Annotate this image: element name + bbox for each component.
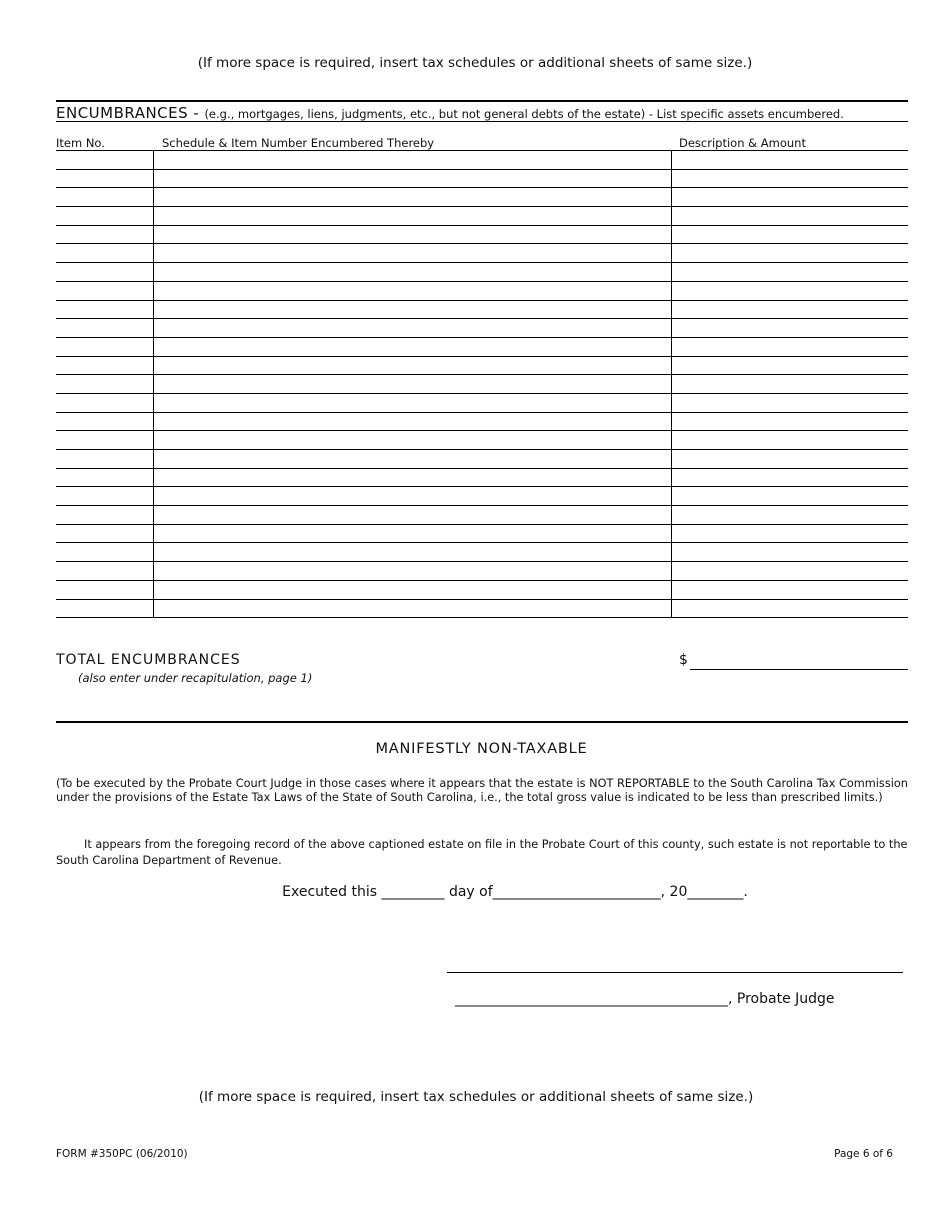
table-row: [56, 431, 908, 450]
total-encumbrances-label: TOTAL ENCUMBRANCES: [56, 652, 241, 668]
schedule-cell[interactable]: [154, 468, 672, 487]
schedule-cell[interactable]: [154, 506, 672, 525]
schedule-cell[interactable]: [154, 300, 672, 319]
table-row: [56, 356, 908, 375]
form-number: FORM #350PC (06/2010): [56, 1148, 188, 1160]
schedule-cell[interactable]: [154, 169, 672, 188]
description-cell[interactable]: [672, 319, 909, 338]
column-header-description: Description & Amount: [679, 136, 806, 150]
encumbrances-title: ENCUMBRANCES -: [56, 104, 200, 122]
instruction-paragraph: (To be executed by the Probate Court Judge in those cases where it appears that the estate is NOT REPORTABLE to the South Carolina Tax Commission under the provisions of the Estate Tax Laws of the State of South Carolina, i.e., the total gross value is indicated to be less than prescribed limits.): [56, 777, 908, 804]
item-no-cell[interactable]: [56, 281, 154, 300]
schedule-cell[interactable]: [154, 337, 672, 356]
executed-date-line[interactable]: Executed this _________ day of________________________, 20________.: [282, 884, 748, 900]
description-cell[interactable]: [672, 337, 909, 356]
section-divider: [56, 100, 908, 102]
schedule-cell[interactable]: [154, 319, 672, 338]
table-row: [56, 300, 908, 319]
schedule-cell[interactable]: [154, 151, 672, 170]
dollar-sign: $: [679, 652, 688, 668]
description-cell[interactable]: [672, 412, 909, 431]
table-row: [56, 169, 908, 188]
table-row: [56, 375, 908, 394]
table-row: [56, 319, 908, 338]
table-row: [56, 450, 908, 469]
total-encumbrances-field[interactable]: [690, 669, 908, 670]
column-header-schedule: Schedule & Item Number Encumbered Thereby: [162, 136, 435, 150]
table-row: [56, 599, 908, 618]
table-row: [56, 468, 908, 487]
description-cell[interactable]: [672, 169, 909, 188]
description-cell[interactable]: [672, 393, 909, 412]
schedule-cell[interactable]: [154, 188, 672, 207]
table-row: [56, 244, 908, 263]
table-row: [56, 487, 908, 506]
table-row: [56, 263, 908, 282]
schedule-cell[interactable]: [154, 207, 672, 226]
item-no-cell[interactable]: [56, 562, 154, 581]
item-no-cell[interactable]: [56, 188, 154, 207]
description-cell[interactable]: [672, 188, 909, 207]
schedule-cell[interactable]: [154, 244, 672, 263]
table-row: [56, 337, 908, 356]
description-cell[interactable]: [672, 524, 909, 543]
description-cell[interactable]: [672, 300, 909, 319]
description-cell[interactable]: [672, 207, 909, 226]
schedule-cell[interactable]: [154, 487, 672, 506]
item-no-cell[interactable]: [56, 487, 154, 506]
total-encumbrances-note: (also enter under recapitulation, page 1): [78, 671, 313, 685]
signature-line[interactable]: [447, 972, 903, 973]
table-row: [56, 543, 908, 562]
table-row: [56, 524, 908, 543]
item-no-cell[interactable]: [56, 300, 154, 319]
description-cell[interactable]: [672, 356, 909, 375]
table-row: [56, 188, 908, 207]
footer-note: (If more space is required, insert tax schedules or additional sheets of same size.): [198, 1089, 754, 1105]
schedule-cell[interactable]: [154, 543, 672, 562]
schedule-cell[interactable]: [154, 450, 672, 469]
item-no-cell[interactable]: [56, 506, 154, 525]
table-row: [56, 151, 908, 170]
schedule-cell[interactable]: [154, 580, 672, 599]
item-no-cell[interactable]: [56, 356, 154, 375]
description-cell[interactable]: [672, 151, 909, 170]
item-no-cell[interactable]: [56, 599, 154, 618]
description-cell[interactable]: [672, 562, 909, 581]
description-cell[interactable]: [672, 543, 909, 562]
table-row: [56, 225, 908, 244]
encumbrances-subtitle: (e.g., mortgages, liens, judgments, etc., but not general debts of the estate) - List specific assets encumbered.: [204, 107, 844, 121]
encumbrances-table: [56, 150, 908, 618]
description-cell[interactable]: [672, 281, 909, 300]
description-cell[interactable]: [672, 431, 909, 450]
schedule-cell[interactable]: [154, 599, 672, 618]
schedule-cell[interactable]: [154, 375, 672, 394]
manifestly-title: MANIFESTLY NON-TAXABLE: [375, 741, 588, 757]
description-cell[interactable]: [672, 599, 909, 618]
schedule-cell[interactable]: [154, 431, 672, 450]
schedule-cell[interactable]: [154, 225, 672, 244]
schedule-cell[interactable]: [154, 393, 672, 412]
item-no-cell[interactable]: [56, 319, 154, 338]
description-cell[interactable]: [672, 450, 909, 469]
item-no-cell[interactable]: [56, 207, 154, 226]
item-no-cell[interactable]: [56, 225, 154, 244]
statement-paragraph: It appears from the foregoing record of the above captioned estate on file in the Probate Court of this county, such estate is not reportable to the South Carolina Department of Revenue.: [56, 838, 908, 867]
section-divider: [56, 721, 908, 723]
schedule-cell[interactable]: [154, 412, 672, 431]
item-no-cell[interactable]: [56, 412, 154, 431]
schedule-cell[interactable]: [154, 281, 672, 300]
schedule-cell[interactable]: [154, 562, 672, 581]
item-no-cell[interactable]: [56, 375, 154, 394]
header-note: (If more space is required, insert tax schedules or additional sheets of same size.): [197, 55, 753, 71]
item-no-cell[interactable]: [56, 543, 154, 562]
description-cell[interactable]: [672, 244, 909, 263]
description-cell[interactable]: [672, 468, 909, 487]
table-row: [56, 281, 908, 300]
description-cell[interactable]: [672, 375, 909, 394]
item-no-cell[interactable]: [56, 263, 154, 282]
schedule-cell[interactable]: [154, 356, 672, 375]
item-no-cell[interactable]: [56, 450, 154, 469]
table-row: [56, 506, 908, 525]
item-no-cell[interactable]: [56, 244, 154, 263]
page-number: Page 6 of 6: [834, 1148, 893, 1160]
item-no-cell[interactable]: [56, 431, 154, 450]
item-no-cell[interactable]: [56, 580, 154, 599]
item-no-cell[interactable]: [56, 468, 154, 487]
table-row: [56, 412, 908, 431]
description-cell[interactable]: [672, 263, 909, 282]
description-cell[interactable]: [672, 506, 909, 525]
probate-judge-line[interactable]: _______________________________________, Probate Judge: [455, 991, 835, 1007]
item-no-cell[interactable]: [56, 151, 154, 170]
description-cell[interactable]: [672, 225, 909, 244]
description-cell[interactable]: [672, 487, 909, 506]
schedule-cell[interactable]: [154, 524, 672, 543]
item-no-cell[interactable]: [56, 393, 154, 412]
item-no-cell[interactable]: [56, 169, 154, 188]
schedule-cell[interactable]: [154, 263, 672, 282]
item-no-cell[interactable]: [56, 524, 154, 543]
column-header-item-no: Item No.: [56, 136, 105, 150]
table-row: [56, 562, 908, 581]
table-row: [56, 207, 908, 226]
encumbrances-header: [56, 103, 908, 122]
description-cell[interactable]: [672, 580, 909, 599]
table-row: [56, 580, 908, 599]
table-row: [56, 393, 908, 412]
item-no-cell[interactable]: [56, 337, 154, 356]
